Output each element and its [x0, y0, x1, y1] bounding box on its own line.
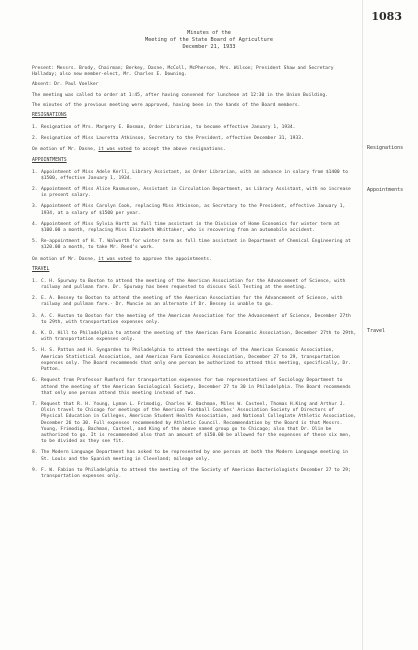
item-text: Re-appointment of H. T. Walworth for winter term as full time assistant in Department of Chemical Engineering at $120.00 a month, to take Mr. Reed's work.: [41, 239, 351, 251]
list-item: [32, 331, 357, 343]
motion-voted: it was voted: [98, 256, 132, 262]
item-number: 7.: [32, 401, 38, 407]
item-number: 8.: [32, 450, 38, 456]
item-number: 4.: [32, 331, 38, 337]
list-item: [32, 450, 357, 462]
item-text: C. H. Spurway to Boston to attend the meeting of the American Association for the Advancement of Science, with railway and pullman fare. Dr. Spurway has been requested to discuss Soil Testing at the meeting.: [41, 278, 346, 291]
motion-text: to approve the appointments.: [131, 256, 212, 262]
margin-rule: [362, 0, 363, 650]
minutes-approved-paragraph: The minutes of the previous meeting were approved, having been in the hands of the Board members.: [32, 102, 301, 108]
item-number: 5.: [32, 239, 38, 245]
travel-list: [32, 279, 357, 480]
item-text: Request that R. H. Young, Lyman L. Frimodig, Charles W. Bachman, Miles W. Casteel, Thomas H.King and Arthur J. Olsin travel to Chicago for meetings of the American Football Coaches' Association Society of Directors of Physical Education in Colleges, American Student Health Association, and National Collegiate Athletic Association, December 26 to 30. Full expenses recommended by Athletic Council. Recommendation by the Board is that Messrs. Young, Frimodig, Bachman, Casteel, and King of the above named group go to Chicago; also that Dr. Olin be authorized to go. It is recommended also that an amount of $150.00 be allowed for the expenses of these six men, to be divided as they see fit.: [41, 401, 357, 445]
item-number: 1.: [32, 169, 38, 175]
list-item: [32, 468, 357, 480]
list-item: [32, 187, 357, 199]
item-text: Appointment of Miss Alice Rasmussen, Assistant in Circulation Department, as Library Assistant, with no increase in present salary.: [41, 187, 351, 199]
item-text: Resignation of Miss Lauretta Atkinson, Secretary to the President, effective December 31, 1933.: [41, 136, 304, 142]
item-number: 2.: [32, 136, 38, 142]
item-number: 4.: [32, 221, 38, 227]
resignations-list: [32, 125, 357, 142]
item-number: 3.: [32, 313, 38, 319]
motion-voted: it was voted: [98, 147, 132, 153]
list-item: [32, 170, 357, 182]
item-number: 1.: [32, 278, 38, 284]
appointments-list: [32, 170, 357, 252]
list-item: [32, 204, 357, 216]
list-item: [32, 378, 357, 397]
item-text: The Modern Language Department has asked to be represented by one person at both the Modern Language meeting in St. Louis and the Spanish meeting in Cleveland; mileage only.: [41, 450, 348, 462]
item-number: 2.: [32, 187, 38, 193]
list-item: [32, 402, 357, 445]
header-line-2: Meeting of the State Board of Agriculture: [144, 37, 274, 43]
minutes-body: [32, 66, 357, 485]
item-number: 2.: [32, 296, 38, 302]
item-text: A. C. Huston to Boston for the meeting of the American Association for the Advancement of Science, December 27th to 29th, with transportation expenses only.: [41, 313, 351, 325]
item-number: 9.: [32, 467, 38, 473]
list-item: [32, 348, 357, 373]
item-text: K. D. Hill to Philadelphia to attend the meeting of the American Farm Economic Association, December 27th to 29th, with transportation expenses only.: [41, 331, 357, 343]
appointments-motion: [32, 257, 357, 263]
present-paragraph: Present: Messrs. Brody, Chairman; Berkey, Dasne, McColl, McPherson, Mrs. Wilson; President Shaw and Secretary Halladay; also new member-elect, Mr. Charles E. Downing.: [32, 66, 334, 78]
header-line-1: Minutes of the: [187, 30, 231, 36]
resignations-heading: RESIGNATIONS: [32, 113, 67, 119]
appointments-heading: APPOINTMENTS: [32, 157, 67, 163]
motion-text: On motion of Mr. Dasne,: [32, 147, 99, 153]
resignations-motion: [32, 147, 357, 153]
margin-note-appointments: Appointments: [367, 187, 404, 193]
item-number: 6.: [32, 378, 38, 384]
list-item: [32, 314, 357, 326]
margin-note-resignations: Resignations: [367, 145, 404, 151]
item-number: 5.: [32, 348, 38, 354]
called-to-order-paragraph: The meeting was called to order at 1:45, after having convened for luncheon at 12:30 in the Union Building.: [32, 92, 328, 98]
list-item: [32, 136, 357, 142]
list-item: [32, 222, 357, 234]
item-text: H. S. Patton and H. Syngarden to Philadelphia to attend the meetings of the American Economic Association, American Statistical Association, and American Farm Economics Association, December 27 to 29, transportation expenses only. The Board recommends that only one person be authorized to attend this meeting, specifically, Dr. Patton.: [41, 348, 351, 373]
motion-text: On motion of Mr. Dasne,: [32, 256, 99, 262]
item-text: F. W. Fabian to Philadelphia to attend the meeting of the Society of American Bacteriologists December 27 to 29; transportation expenses only.: [41, 467, 351, 479]
travel-heading: TRAVEL: [32, 266, 50, 272]
absent-paragraph: Absent: Dr. Paul Voelker: [32, 82, 99, 88]
minutes-header: [0, 30, 418, 51]
item-text: Resignation of Mrs. Margery E. Bosman, Order Librarian, to become effective January 1, 1934.: [41, 125, 296, 131]
item-text: Appointment of Miss Adele Kerll, Library Assistant, as Order Librarian, with an advance in salary from $1400 to $1500, effective January 1, 1934.: [41, 169, 348, 181]
header-line-3: December 21, 1933: [182, 44, 236, 50]
page-number: 1083: [371, 10, 402, 23]
margin-note-travel: Travel: [367, 328, 386, 334]
item-text: E. A. Bessey to Boston to attend the meeting of the American Association for the Advancement of Science, with railway and pullman fare.- Dr. Muncie as an alternate if Dr. Bessey is unable to go.: [41, 296, 343, 308]
motion-text: to accept the above resignations.: [131, 147, 226, 153]
list-item: [32, 125, 357, 131]
item-text: Appointment of Miss Sylvia Hartt as full time assistant in the Division of Home Economics for winter term at $100.00 a month, replacing Miss Elizabeth Whittaker, who is recovering from an automobile accident.: [41, 221, 340, 234]
list-item: [32, 296, 357, 308]
item-number: 3.: [32, 204, 38, 210]
list-item: [32, 239, 357, 251]
list-item: [32, 279, 357, 291]
item-text: Appointment of Miss Carolyn Cook, replacing Miss Atkinson, as Secretary to the President, effective January 1, 1934, at a salary of $1500 per year.: [41, 204, 346, 216]
item-text: Request from Professor Rumford for transportation expenses for two representatives of Sociology Department to attend the meeting of the American Sociological Society, December 27 to 30 in Philadelphia. The Board recommends that only one person attend this meeting instead of two.: [41, 378, 351, 396]
item-number: 1.: [32, 125, 38, 131]
